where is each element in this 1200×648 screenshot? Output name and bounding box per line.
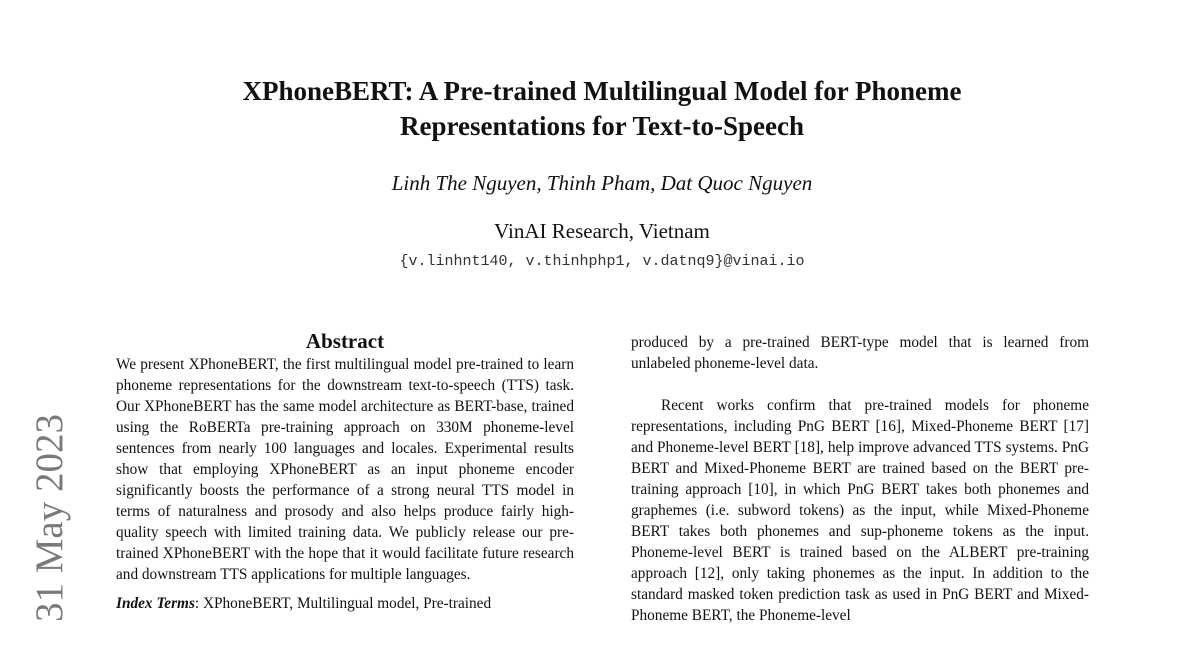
arxiv-date-stamp: 31 May 2023 (28, 414, 71, 622)
index-terms-text: : XPhoneBERT, Multilingual model, Pre-trained (194, 595, 492, 612)
index-terms (116, 593, 574, 614)
title-line-2: Representations for Text-to-Speech (400, 111, 804, 141)
index-terms-label: Index Terms (116, 595, 195, 612)
left-column (116, 328, 574, 614)
intro-paragraph-2: Recent works confirm that pre-trained models for phoneme representations, including PnG BERT [16], Mixed-Phoneme BERT [17] and Phoneme-level BERT [18], help improve advanced TTS systems. PnG BERT and Mixed-Phoneme BERT are trained based on the BERT pre-training approach [10], in which PnG BERT takes both phonemes and graphemes (i.e. subword tokens) as the input, while Mixed-Phoneme BERT takes both phonemes and sup-phoneme tokens as the input. Phoneme-level BERT is trained based on the ALBERT pre-training approach [12], only taking phonemes as the input. In addition to the standard masked token prediction task as used in PnG BERT and Mixed-Phoneme BERT, the Phoneme-level (631, 397, 1089, 624)
right-column (631, 332, 1089, 626)
author-emails: {v.linhnt140, v.thinhphp1, v.datnq9}@vinai.io (399, 253, 805, 270)
paper-title (150, 74, 1054, 144)
affiliation: VinAI Research, Vietnam (494, 219, 710, 243)
title-line-1: XPhoneBERT: A Pre-trained Multilingual Model for Phoneme (242, 76, 962, 106)
intro-paragraph-1: produced by a pre-trained BERT-type model that is learned from unlabeled phoneme-level data. (631, 334, 1089, 372)
abstract-text: We present XPhoneBERT, the first multilingual model pre-trained to learn phoneme representations for the downstream text-to-speech (TTS) task. Our XPhoneBERT has the same model architecture as BERT-base, trained using the RoBERTa pre-training approach on 330M phoneme-level sentences from nearly 100 languages and locales. Experimental results show that employing XPhoneBERT as an input phoneme encoder significantly boosts the performance of a strong neural TTS model in terms of naturalness and prosody and also helps produce fairly high-quality speech with limited training data. We publicly release our pre-trained XPhoneBERT with the hope that it would facilitate future research and downstream TTS applications for multiple languages. (116, 356, 574, 583)
abstract-heading: Abstract (305, 329, 385, 353)
author-list: Linh The Nguyen, Thinh Pham, Dat Quoc Nguyen (391, 171, 813, 195)
